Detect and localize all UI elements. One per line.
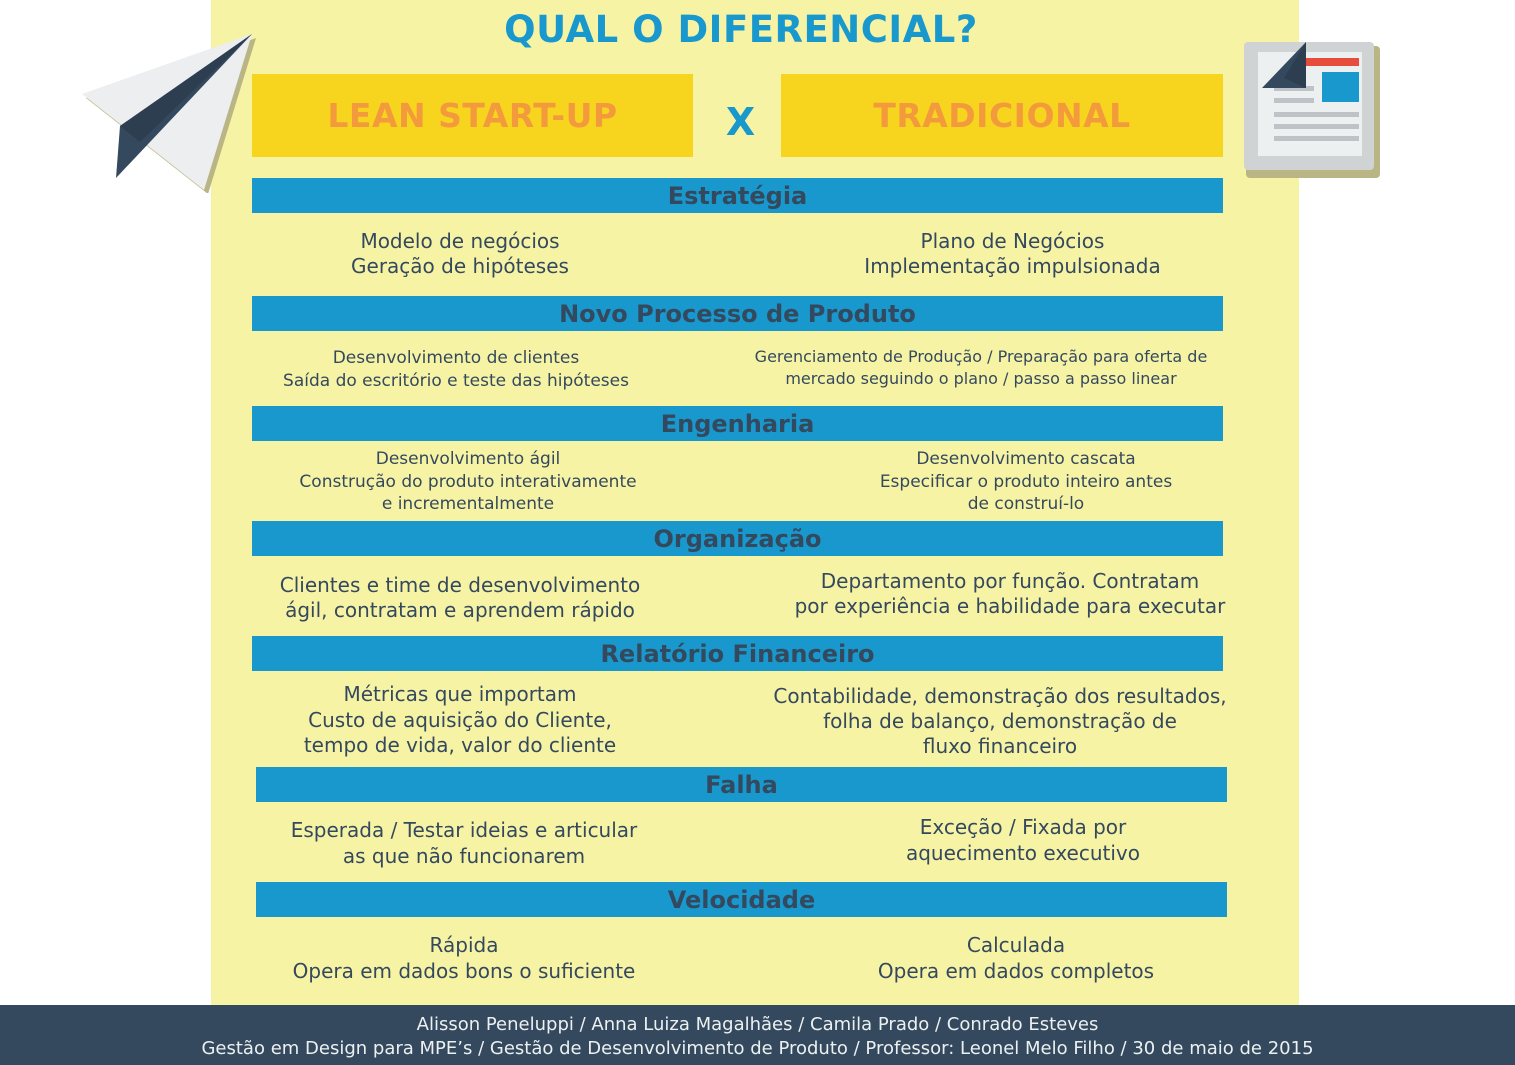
traditional-cell-engenharia: Desenvolvimento cascata Especificar o produto inteiro antes de construí-lo — [879, 449, 1173, 514]
lean-cell-novo-processo: Desenvolvimento de clientes Saída do escritório e teste das hipóteses — [283, 348, 629, 391]
traditional-header: TRADICIONAL — [781, 74, 1223, 157]
lean-cell-falha: Esperada / Testar ideias e articular as que não funcionarem — [290, 818, 638, 868]
section-heading-relatorio-financeiro: Relatório Financeiro — [252, 636, 1223, 671]
paper-plane-icon — [78, 28, 258, 193]
section-heading-engenharia: Engenharia — [252, 406, 1223, 441]
section-heading-estrategia: Estratégia — [252, 178, 1223, 213]
traditional-cell-organizacao: Departamento por função. Contratam por experiência e habilidade para executar — [794, 569, 1226, 618]
section-heading-novo-processo: Novo Processo de Produto — [252, 296, 1223, 331]
traditional-cell-relatorio-financeiro: Contabilidade, demonstração dos resultados, folha de balanço, demonstração de fluxo financeiro — [773, 684, 1227, 758]
traditional-cell-velocidade: Calculada Opera em dados completos — [877, 933, 1155, 983]
lean-cell-organizacao: Clientes e time de desenvolvimento ágil, contratam e aprendem rápido — [279, 573, 641, 622]
lean-cell-engenharia: Desenvolvimento ágil Construção do produto interativamente e incrementalmente — [299, 449, 637, 514]
page-title: QUAL O DIFERENCIAL? — [504, 8, 978, 51]
footer-course: Gestão em Design para MPE’s / Gestão de Desenvolvimento de Produto / Professor: Leonel Melo Filho / 30 de maio de 2015 — [201, 1038, 1314, 1059]
newspaper-icon — [1240, 38, 1385, 183]
section-heading-falha: Falha — [256, 767, 1227, 802]
traditional-cell-estrategia: Plano de Negócios Implementação impulsionada — [864, 229, 1161, 278]
traditional-cell-falha: Exceção / Fixada por aquecimento executivo — [905, 815, 1140, 865]
lean-cell-relatorio-financeiro: Métricas que importam Custo de aquisição do Cliente, tempo de vida, valor do cliente — [303, 682, 617, 757]
traditional-cell-novo-processo: Gerenciamento de Produção / Preparação para oferta de mercado seguindo o plano / passo a passo linear — [754, 347, 1208, 388]
footer-authors: Alisson Peneluppi / Anna Luiza Magalhães / Camila Prado / Conrado Esteves — [416, 1014, 1099, 1035]
versus-mark: X — [725, 100, 756, 144]
lean-cell-estrategia: Modelo de negócios Geração de hipóteses — [351, 229, 569, 278]
footer — [0, 1005, 1515, 1065]
section-heading-organizacao: Organização — [252, 521, 1223, 556]
lean-startup-header: LEAN START-UP — [252, 74, 693, 157]
lean-cell-velocidade: Rápida Opera em dados bons o suficiente — [292, 933, 636, 983]
section-heading-velocidade: Velocidade — [256, 882, 1227, 917]
